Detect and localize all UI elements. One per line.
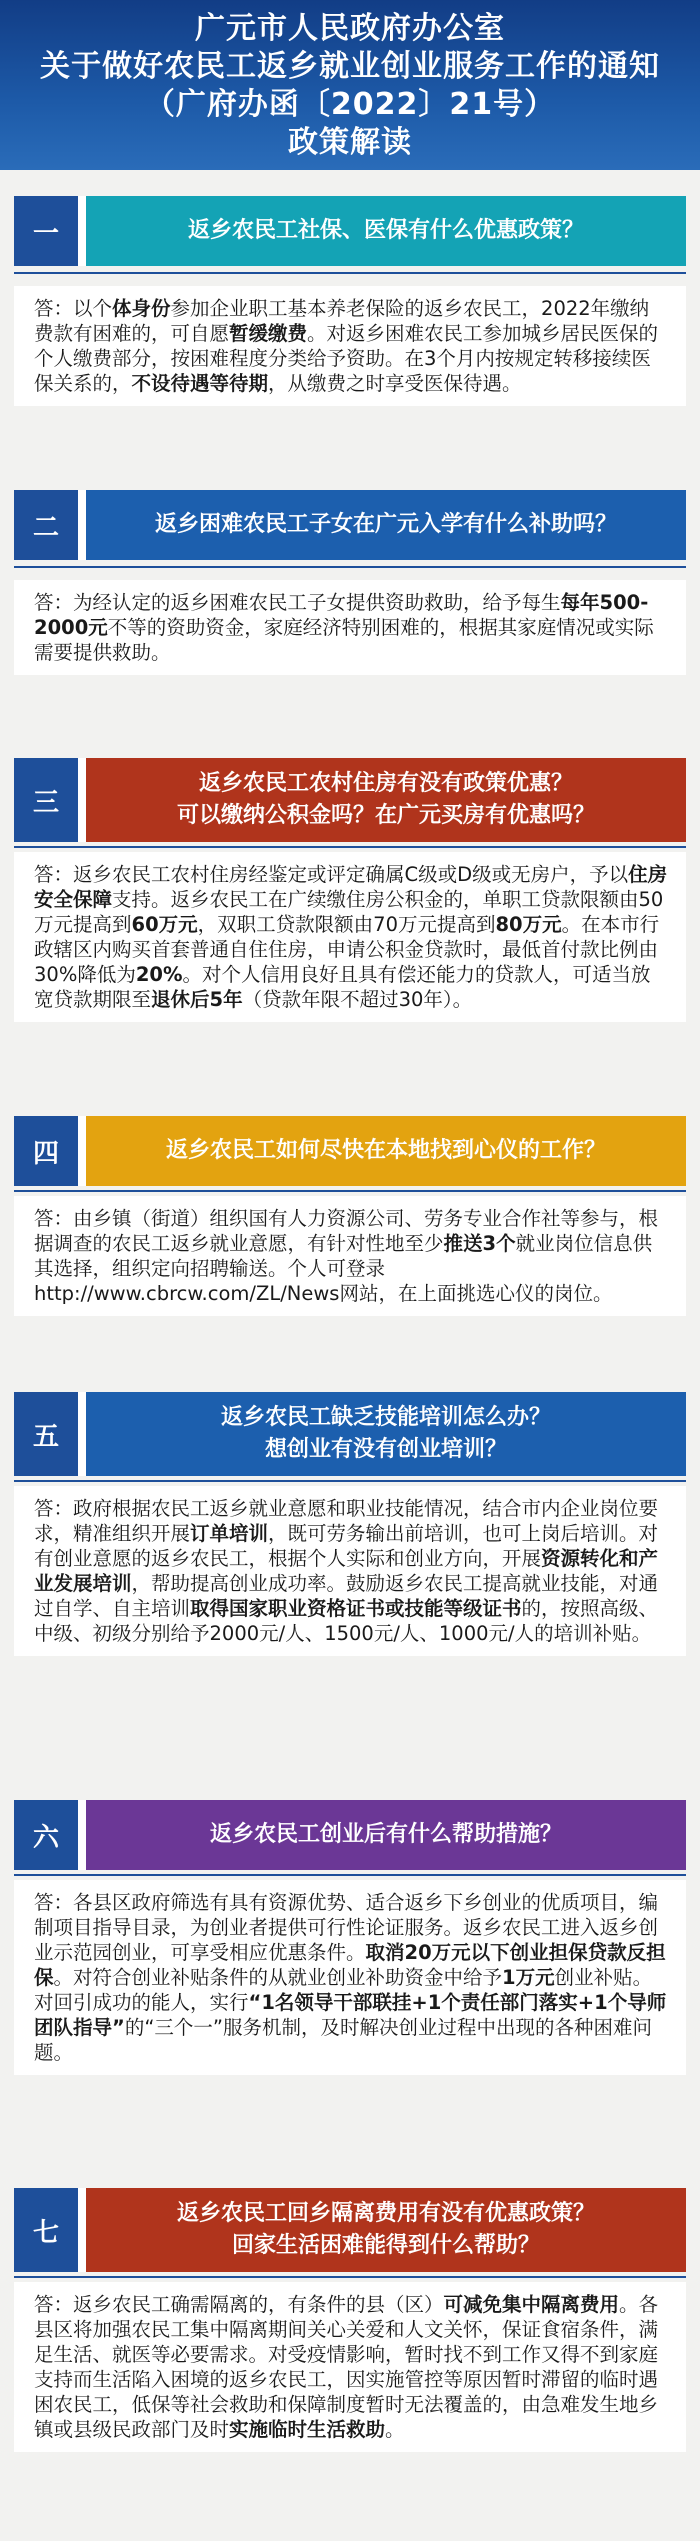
header-banner [0, 0, 700, 170]
emphasis-text: 取得国家职业资格证书或技能等级证书 [190, 1597, 522, 1620]
question-title-4: 返乡农民工如何尽快在本地找到心仪的工作？ [86, 1116, 686, 1186]
divider [14, 272, 686, 274]
header-line-3: （广府办函〔2022〕21号） [144, 87, 556, 122]
section-number-7: 七 [14, 2188, 78, 2272]
question-title-1: 返乡农民工社保、医保有什么优惠政策？ [86, 196, 686, 266]
section-number-6: 六 [14, 1800, 78, 1870]
emphasis-text: 1万元 [502, 1966, 555, 1989]
question-bar-5 [14, 1392, 686, 1476]
answer-3: 答：返乡农民工农村住房经鉴定或评定确属C级或D级或无房户，予以住房安全保障支持。返乡农民工在广续缴住房公积金的，单职工贷款限额由50万元提高到60万元，双职工贷款限额由70万元提高到80万元。在本市行政辖区内购买首套普通自住住房，申请公积金贷款时，最低首付款比例由30%降低为20%。对个人信用良好且具有偿还能力的贷款人，可适当放宽贷款期限至退休后5年（贷款年限不超过30年）。 [14, 852, 686, 1022]
question-title-3: 返乡农民工农村住房有没有政策优惠？ 可以缴纳公积金吗？在广元买房有优惠吗？ [86, 758, 686, 842]
answer-2: 答：为经认定的返乡困难农民工子女提供资助救助，给予每生每年500-2000元不等的资助资金，家庭经济特别困难的，根据其家庭情况或实际需要提供救助。 [14, 580, 686, 675]
emphasis-text: “1名领导干部联挂+1个责任部门落实+1个导师团队指导” [34, 1991, 667, 2039]
question-bar-7 [14, 2188, 686, 2272]
emphasis-text: 退休后5年 [151, 988, 243, 1011]
divider [14, 1874, 686, 1876]
emphasis-text: 实施临时生活救助 [229, 2418, 386, 2441]
header-line-2: 关于做好农民工返乡就业创业服务工作的通知 [40, 49, 660, 84]
divider [14, 1190, 686, 1192]
question-bar-4 [14, 1116, 686, 1186]
emphasis-text: 80万元 [495, 913, 562, 936]
section-number-4: 四 [14, 1116, 78, 1186]
header-line-4: 政策解读 [288, 125, 412, 160]
section-number-2: 二 [14, 490, 78, 560]
question-bar-3 [14, 758, 686, 842]
divider [14, 846, 686, 848]
section-number-1: 一 [14, 196, 78, 266]
emphasis-text: 每年500-2000元 [34, 591, 649, 639]
answer-6: 答：各县区政府筛选有具有资源优势、适合返乡下乡创业的优质项目，编制项目指导目录，为创业者提供可行性论证服务。返乡农民工进入返乡创业示范园创业，可享受相应优惠条件。取消20万元以下创业担保贷款反担保。对符合创业补贴条件的从就业创业补助资金中给予1万元创业补贴。对回引成功的能人，实行“1名领导干部联挂+1个责任部门落实+1个导师团队指导”的“三个一”服务机制，及时解决创业过程中出现的各种困难问题。 [14, 1880, 686, 2075]
question-title-5: 返乡农民工缺乏技能培训怎么办？ 想创业有没有创业培训？ [86, 1392, 686, 1476]
question-title-7: 返乡农民工回乡隔离费用有没有优惠政策？ 回家生活困难能得到什么帮助？ [86, 2188, 686, 2272]
divider [14, 566, 686, 568]
question-bar-2 [14, 490, 686, 560]
section-number-3: 三 [14, 758, 78, 842]
emphasis-text: 推送3个 [443, 1232, 516, 1255]
question-title-2: 返乡困难农民工子女在广元入学有什么补助吗？ [86, 490, 686, 560]
divider [14, 1480, 686, 1482]
section-number-5: 五 [14, 1392, 78, 1476]
answer-5: 答：政府根据农民工返乡就业意愿和职业技能情况，结合市内企业岗位要求，精准组织开展订单培训，既可劳务输出前培训，也可上岗后培训。对有创业意愿的返乡农民工，根据个人实际和创业方向，开展资源转化和产业发展培训，帮助提高创业成功率。鼓励返乡农民工提高就业技能，对通过自学、自主培训取得国家职业资格证书或技能等级证书的，按照高级、中级、初级分别给予2000元/人、1500元/人、1000元/人的培训补贴。 [14, 1486, 686, 1656]
answer-1: 答：以个体身份参加企业职工基本养老保险的返乡农民工，2022年缴纳费款有困难的，可自愿暂缓缴费。对返乡困难农民工参加城乡居民医保的个人缴费部分，按困难程度分类给予资助。在3个月内按规定转移接续医保关系的，不设待遇等待期，从缴费之时享受医保待遇。 [14, 286, 686, 406]
emphasis-text: 20% [135, 963, 183, 986]
answer-4: 答：由乡镇（街道）组织国有人力资源公司、劳务专业合作社等参与，根据调查的农民工返乡就业意愿，有针对性地至少推送3个就业岗位信息供其选择，组织定向招聘输送。个人可登录http://www.cbrcw.com/ZL/News网站，在上面挑选心仪的岗位。 [14, 1196, 686, 1316]
question-bar-1 [14, 196, 686, 266]
emphasis-text: 资源转化和产业发展培训 [34, 1547, 659, 1595]
emphasis-text: 不设待遇等待期 [131, 372, 269, 395]
emphasis-text: 体身份 [112, 297, 171, 320]
emphasis-text: 订单培训 [190, 1522, 269, 1545]
emphasis-text: 60万元 [131, 913, 198, 936]
answer-7: 答：返乡农民工确需隔离的，有条件的县（区）可减免集中隔离费用。各县区将加强农民工集中隔离期间关心关爱和人文关怀，保证食宿条件，满足生活、就医等必要需求。对受疫情影响，暂时找不到工作又得不到家庭支持而生活陷入困境的返乡农民工，因实施管控等原因暂时滞留的临时遇困农民工，低保等社会救助和保障制度暂时无法覆盖的，由急难发生地乡镇或县级民政部门及时实施临时生活救助。 [14, 2282, 686, 2452]
divider [14, 2276, 686, 2278]
emphasis-text: 可减免集中隔离费用 [443, 2293, 620, 2316]
header-line-1: 广元市人民政府办公室 [195, 11, 505, 46]
question-title-6: 返乡农民工创业后有什么帮助措施？ [86, 1800, 686, 1870]
question-bar-6 [14, 1800, 686, 1870]
emphasis-text: 暂缓缴费 [229, 322, 308, 345]
emphasis-text: 取消20万元以下创业担保贷款反担保 [34, 1941, 666, 1989]
emphasis-text: 住房安全保障 [34, 863, 668, 911]
